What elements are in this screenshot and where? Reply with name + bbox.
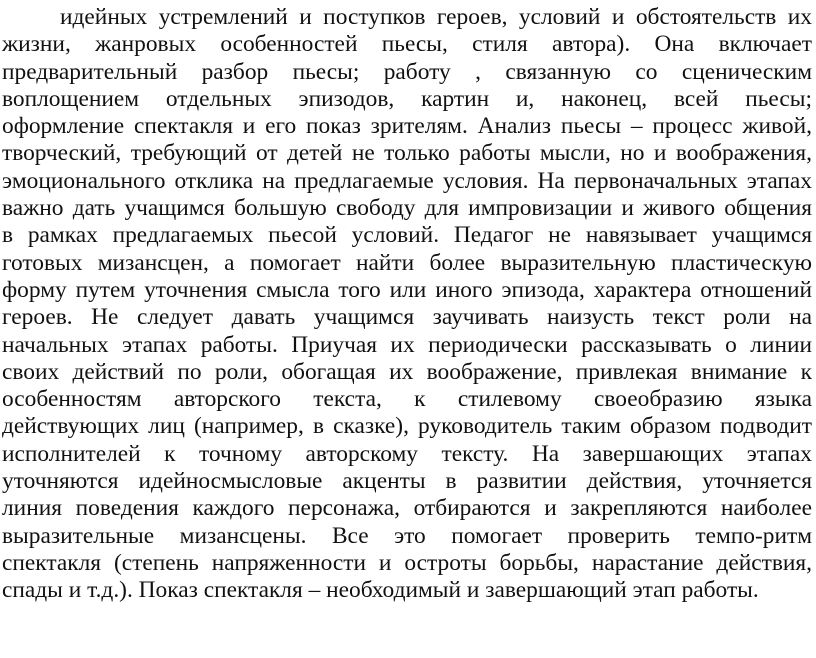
body-paragraph	[2, 4, 812, 605]
text-line: творческий, требующий от детей не только работы мысли, но и воображения,	[2, 140, 812, 167]
text-line: начальных этапах работы. Приучая их периодически рассказывать о линии	[2, 331, 812, 358]
text-line: спектакля (степень напряженности и остроты борьбы, нарастание действия,	[2, 549, 812, 576]
text-line: эмоционального отклика на предлагаемые условия. На первоначальных этапах	[2, 167, 812, 194]
text-line: воплощением отдельных эпизодов, картин и, наконец, всей пьесы;	[2, 85, 812, 112]
text-line: особенностям авторского текста, к стилевому своеобразию языка	[2, 386, 812, 413]
text-line: форму путем уточнения смысла того или иного эпизода, характера отношений	[2, 276, 812, 303]
text-line: героев. Не следует давать учащимся заучивать наизусть текст роли на	[2, 304, 812, 331]
text-line: действующих лиц (например, в сказке), руководитель таким образом подводит	[2, 413, 812, 440]
text-line: готовых мизансцен, а помогает найти более выразительную пластическую	[2, 249, 812, 276]
text-line: исполнителей к точному авторскому тексту. На завершающих этапах	[2, 440, 812, 467]
text-line: линия поведения каждого персонажа, отбираются и закрепляются наиболее	[2, 495, 812, 522]
text-line: спады и т.д.). Показ спектакля – необходимый и завершающий этап работы.	[2, 577, 759, 604]
text-line: идейных устремлений и поступков героев, условий и обстоятельств их	[60, 4, 812, 30]
text-line: предварительный разбор пьесы; работу , связанную со сценическим	[2, 58, 812, 85]
text-line: важно дать учащимся большую свободу для импровизации и живого общения	[2, 195, 812, 222]
text-line: уточняются идейносмысловые акценты в развитии действия, уточняется	[2, 468, 812, 495]
text-line: жизни, жанровых особенностей пьесы, стиля автора). Она включает	[2, 31, 812, 58]
text-line: своих действий по роли, обогащая их воображение, привлекая внимание к	[2, 358, 812, 385]
text-line: оформление спектакля и его показ зрителям. Анализ пьесы – процесс живой,	[2, 113, 812, 140]
text-line: в рамках предлагаемых пьесой условий. Педагог не навязывает учащимся	[2, 222, 812, 249]
text-line: выразительные мизансцены. Все это помогает проверить темпо-ритм	[2, 522, 812, 549]
